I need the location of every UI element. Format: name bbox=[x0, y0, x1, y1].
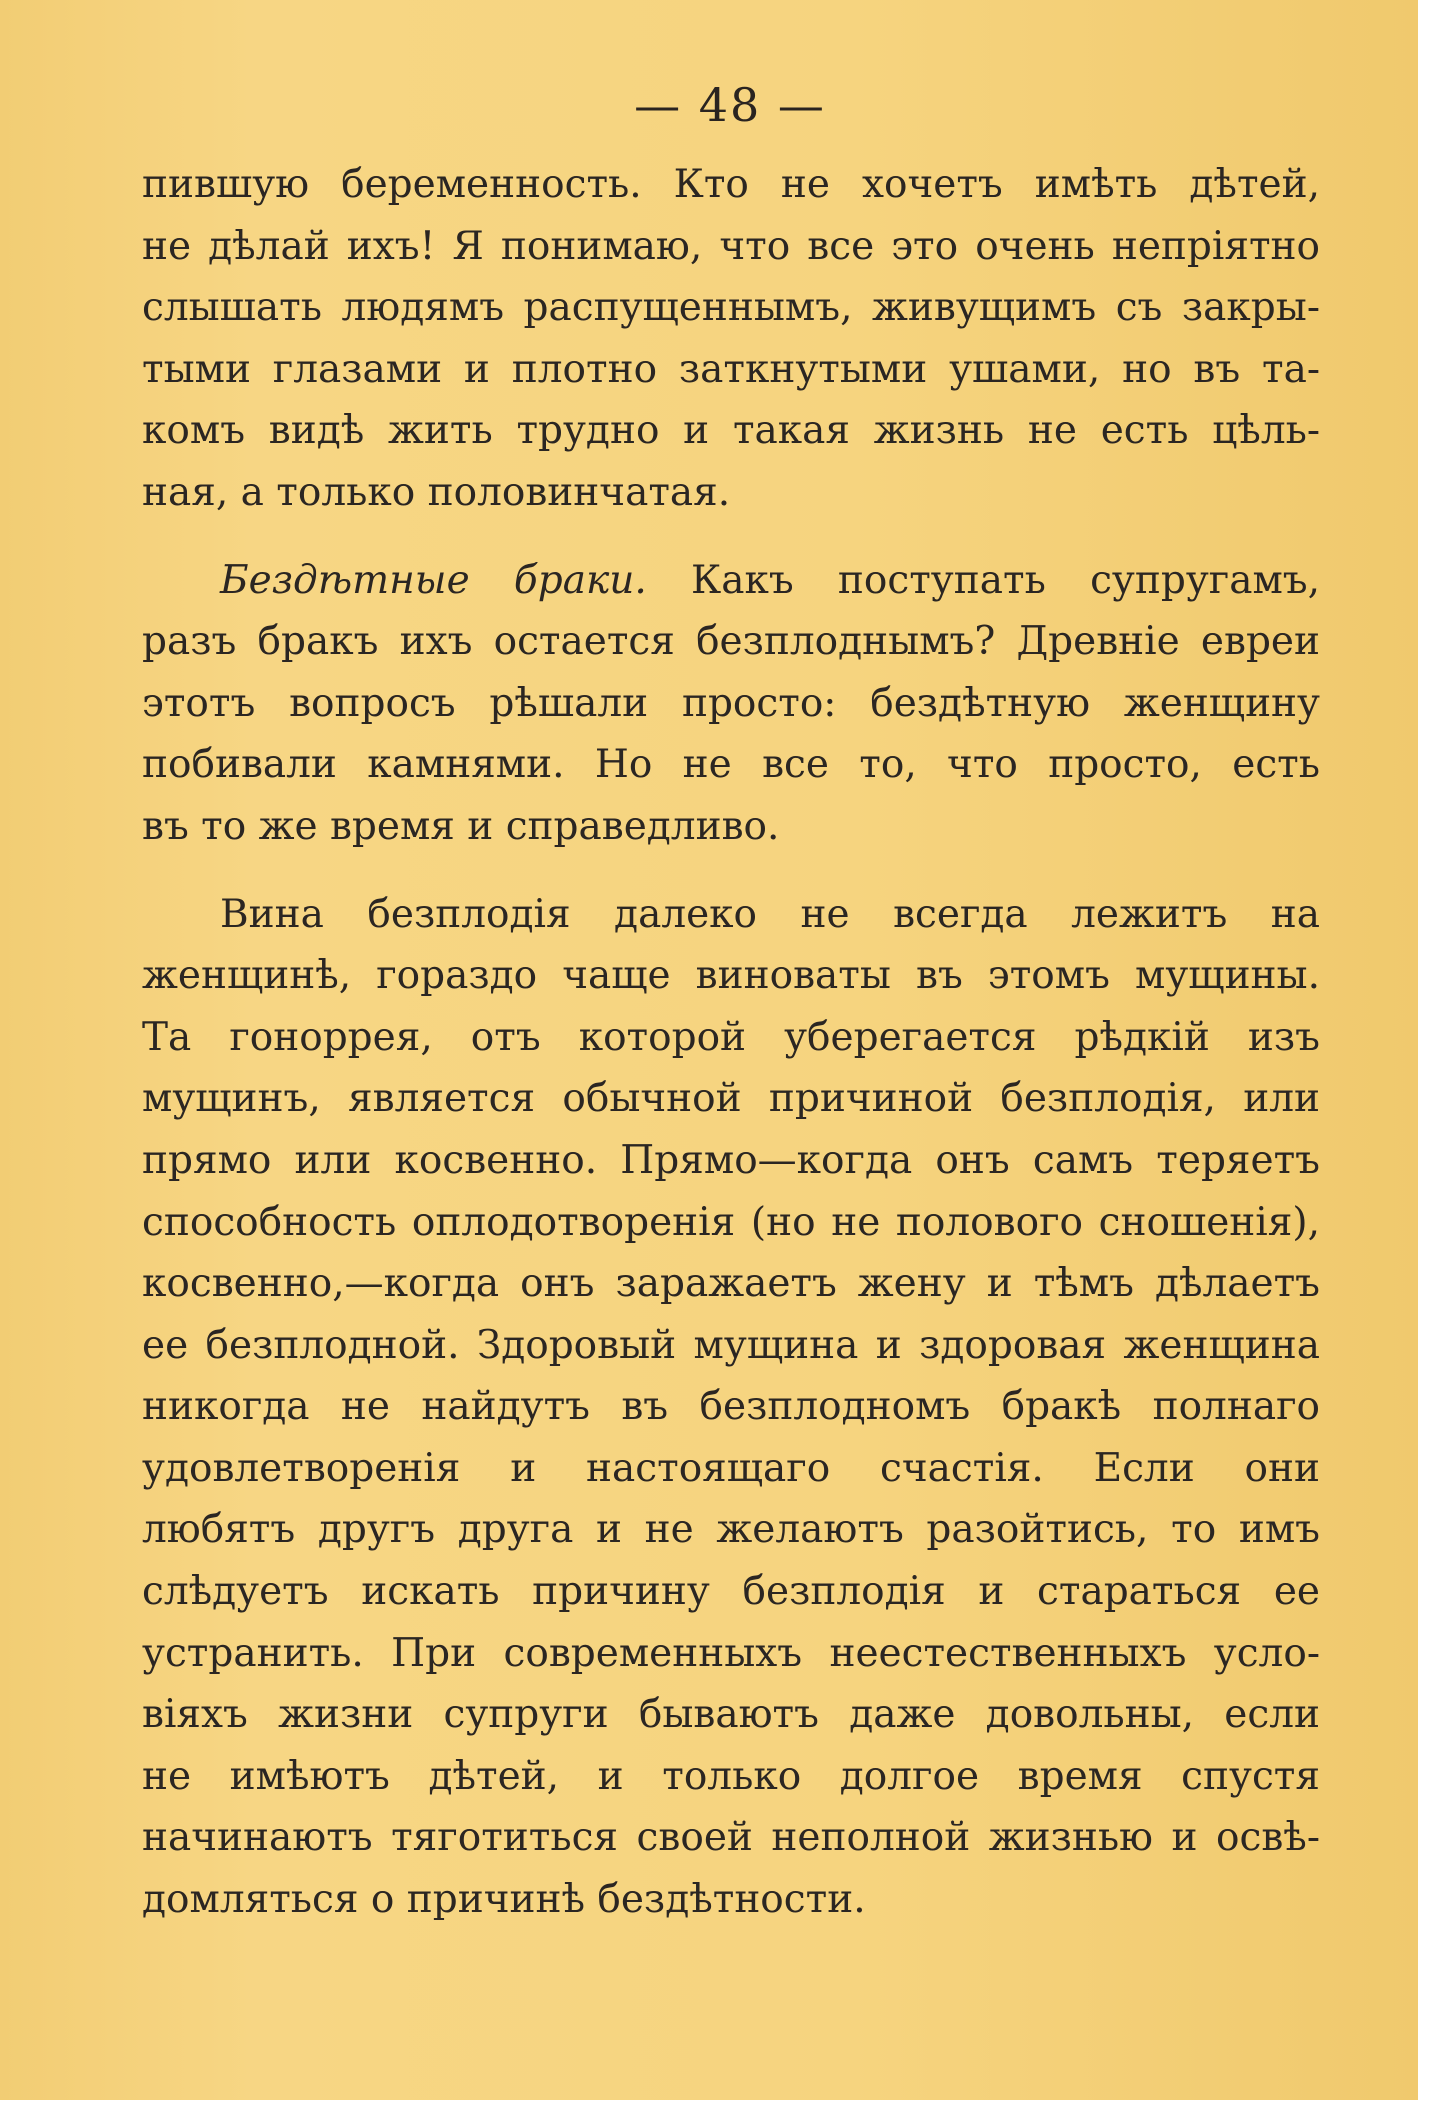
text-line: въ то же время и справедливо. bbox=[142, 803, 780, 849]
text-line: женщинѣ, гораздо чаще виноваты въ этомъ мущины. bbox=[142, 953, 1320, 999]
text-line: никогда не найдутъ въ безплодномъ бракѣ полнаго bbox=[142, 1384, 1320, 1430]
text-line: этотъ вопросъ рѣшали просто: бездѣтную женщину bbox=[142, 680, 1320, 726]
text-line: начинаютъ тяготиться своей неполной жизнью и освѣ- bbox=[142, 1815, 1320, 1861]
text-line: Та гоноррея, отъ которой уберегается рѣдкій изъ bbox=[142, 1014, 1320, 1060]
text-line: не имѣютъ дѣтей, и только долгое время спустя bbox=[142, 1753, 1320, 1799]
text-line: любятъ другъ друга и не желаютъ разойтись, то имъ bbox=[142, 1507, 1320, 1553]
text-line: тыми глазами и плотно заткнутыми ушами, но въ та- bbox=[142, 346, 1320, 392]
text-line: не дѣлай ихъ! Я понимаю, что все это очень непріятно bbox=[142, 223, 1320, 269]
text-line: слышать людямъ распущеннымъ, живущимъ съ закры- bbox=[142, 285, 1320, 331]
text-line: устранить. При современныхъ неестественныхъ усло- bbox=[142, 1630, 1320, 1676]
paragraph-3 bbox=[142, 884, 1320, 1931]
paragraph-2 bbox=[142, 550, 1320, 858]
text-line: пившую беременность. Кто не хочетъ имѣть дѣтей, bbox=[142, 162, 1320, 207]
text-fragment: Какъ поступать супругамъ, bbox=[646, 557, 1320, 603]
text-line: віяхъ жизни супруги бываютъ даже довольны, если bbox=[142, 1692, 1320, 1738]
paragraph-1 bbox=[142, 154, 1320, 524]
text-line: ная, а только половинчатая. bbox=[142, 469, 731, 515]
text-line: косвенно,—когда онъ заражаетъ жену и тѣмъ дѣлаетъ bbox=[142, 1261, 1320, 1307]
body-text bbox=[142, 154, 1320, 1931]
text-line: побивали камнями. Но не все то, что просто, есть bbox=[142, 742, 1320, 788]
text-line: домляться о причинѣ бездѣтности. bbox=[142, 1877, 866, 1923]
text-line: комъ видѣ жить трудно и такая жизнь не есть цѣль- bbox=[142, 408, 1320, 454]
page-edge-bottom bbox=[0, 2100, 1432, 2112]
text-line: способность оплодотворенія (но не полового сношенія), bbox=[142, 1199, 1320, 1245]
section-heading: Бездѣтные браки. bbox=[220, 557, 647, 603]
text-line: разъ бракъ ихъ остается безплоднымъ? Древніе евреи bbox=[142, 619, 1320, 665]
text-line: мущинъ, является обычной причиной безплодія, или bbox=[142, 1076, 1320, 1122]
text-line: удовлетворенія и настоящаго счастія. Если они bbox=[142, 1445, 1320, 1491]
text-line bbox=[142, 550, 1320, 612]
text-line: Вина безплодія далеко не всегда лежитъ на bbox=[220, 891, 1320, 937]
page-number: — 48 — bbox=[634, 78, 826, 132]
text-line: ее безплодной. Здоровый мущина и здоровая женщина bbox=[142, 1322, 1320, 1368]
page-edge-right bbox=[1418, 0, 1432, 2112]
text-line: слѣдуетъ искать причину безплодія и стараться ее bbox=[142, 1569, 1320, 1615]
text-line: прямо или косвенно. Прямо—когда онъ самъ теряетъ bbox=[142, 1137, 1320, 1183]
